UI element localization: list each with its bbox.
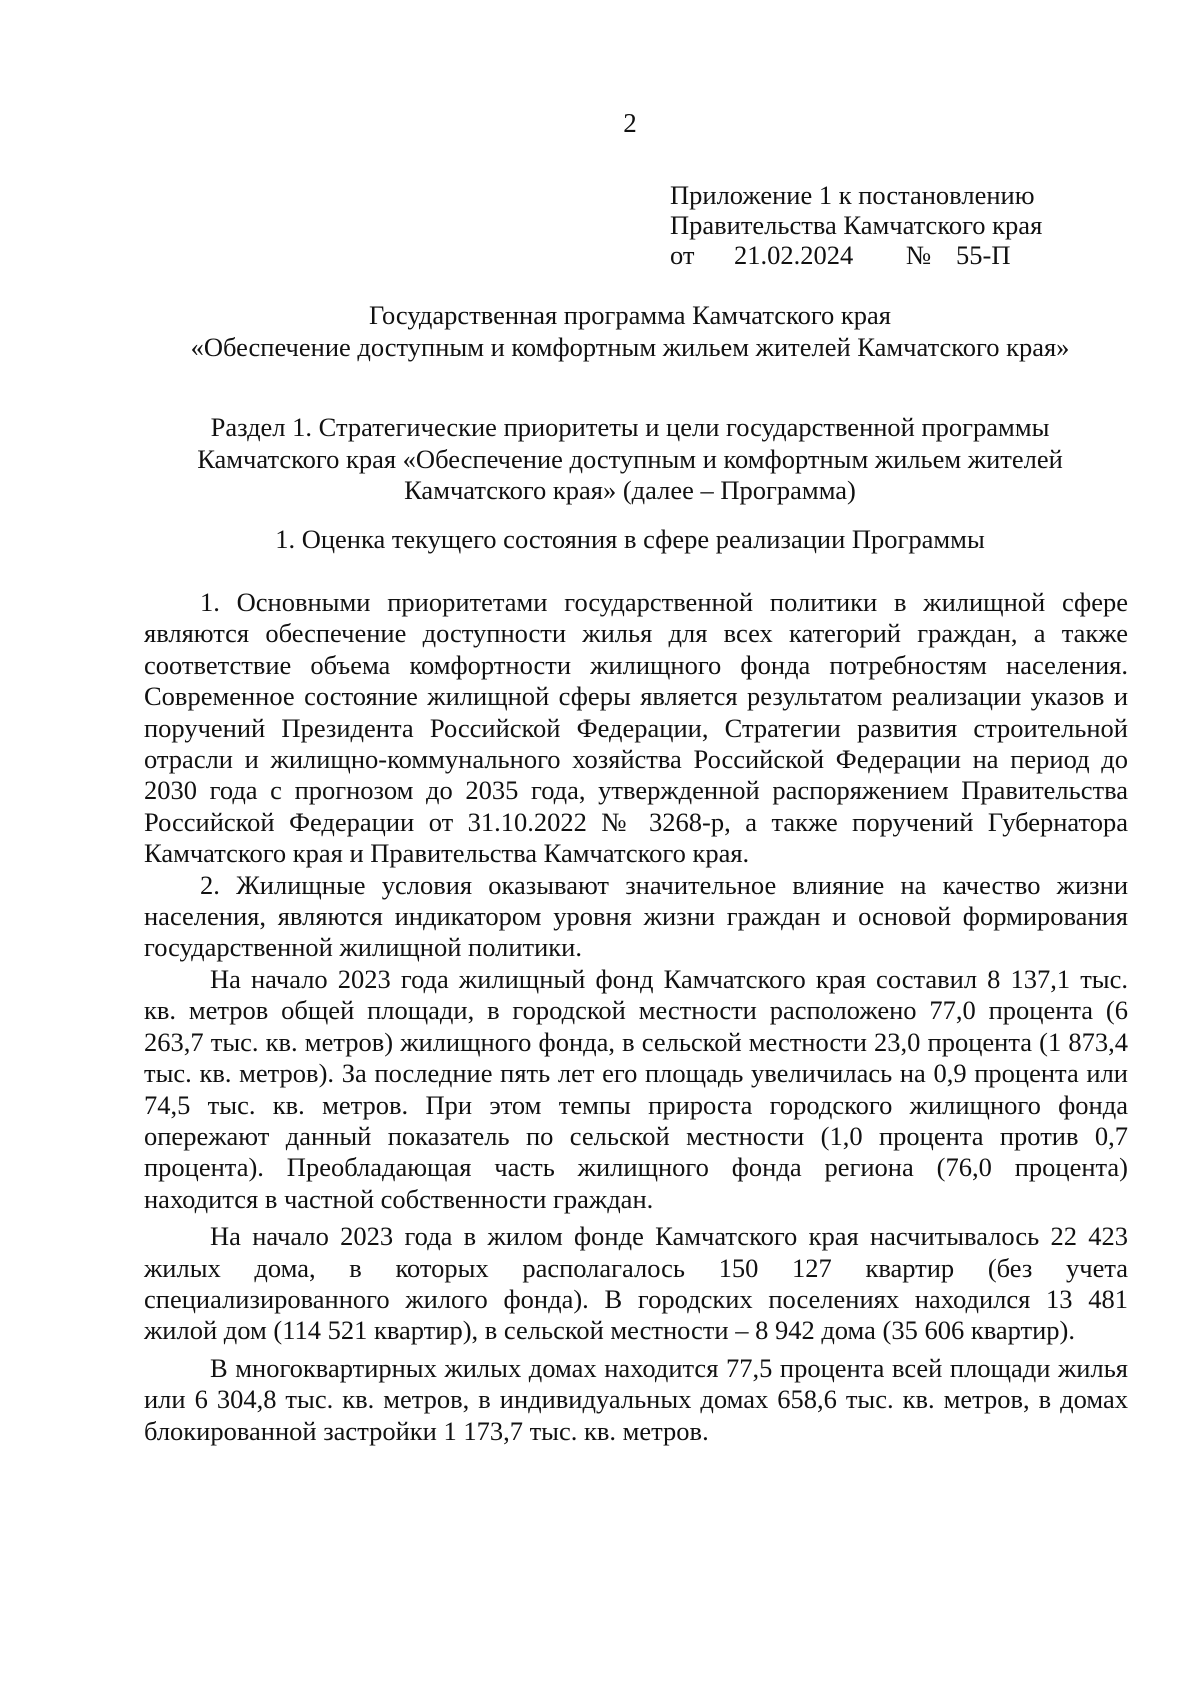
number-sign: № [906,240,932,270]
program-title [130,300,1130,363]
document-body [144,587,1128,1447]
paragraph-1: 1. Основными приоритетами государственной политики в жилищной сфере являются обеспечение доступности жилья для всех категорий граждан, а также соответствие объема комфортности жилищного фонда потребностям населения. Современное состояние жилищной сферы является результатом реализации указов и поручений Президента Российской Федерации, Стратегии развития строительной отрасли и жилищно-коммунального хозяйства Российской Федерации на период до 2030 года с прогнозом до 2035 года, утвержденной распоряжением Правительства Российской Федерации от 31.10.2022 № 3268-р, а также поручений Губернатора Камчатского края и Правительства Камчатского края. [144,587,1128,869]
section-title-line-3: Камчатского края» (далее – Программа) [404,475,856,505]
section-title [130,412,1130,507]
appendix-line-2: Правительства Камчатского края [670,210,1043,240]
appendix-date-line [670,240,1042,270]
section-title-line-2: Камчатского края «Обеспечение доступным и комфортным жильем жителей [197,443,1063,474]
subsection-title: 1. Оценка текущего состояния в сфере реализации Программы [275,524,985,554]
decree-date: 21.02.2024 [734,240,854,270]
program-title-line-2: «Обеспечение доступным и комфортным жильем жителей Камчатского края» [190,331,1070,362]
from-label: от [670,240,695,270]
section-title-line-1: Раздел 1. Стратегические приоритеты и цели государственной программы [210,412,1050,442]
paragraph-2: 2. Жилищные условия оказывают значительное влияние на качество жизни населения, являются индикатором уровня жизни граждан и основой формирования государственной жилищной политики. [144,869,1128,963]
page-number: 2 [623,108,637,138]
paragraph-3: На начало 2023 года жилищный фонд Камчатского края составил 8 137,1 тыс. кв. метров общей площади, в городской местности расположено 77,0 процента (6 263,7 тыс. кв. метров) жилищного фонда, в сельской местности 23,0 процента (1 873,4 тыс. кв. метров). За последние пять лет его площадь увеличилась на 0,9 процента или 74,5 тыс. кв. метров. При этом темпы прироста городского жилищного фонда опережают данный показатель по сельской местности (1,0 процента против 0,7 процента). Преобладающая часть жилищного фонда региона (76,0 процента) находится в частной собственности граждан. [144,963,1128,1214]
paragraph-5: В многоквартирных жилых домах находится 77,5 процента всей площади жилья или 6 304,8 тыс. кв. метров, в индивидуальных домах 658,6 тыс. кв. метров, в домах блокированной застройки 1 173,7 тыс. кв. метров. [144,1352,1128,1446]
appendix-line-1: Приложение 1 к постановлению [670,180,1035,210]
paragraph-4: На начало 2023 года в жилом фонде Камчатского края насчитывалось 22 423 жилых дома, в которых располагалось 150 127 квартир (без учета специализированного жилого фонда). В городских поселениях находился 13 481 жилой дом (114 521 квартир), в сельской местности – 8 942 дома (35 606 квартир). [144,1221,1128,1346]
appendix-block [670,180,1042,270]
decree-number: 55-П [956,240,1011,270]
program-title-line-1: Государственная программа Камчатского края [369,300,891,330]
